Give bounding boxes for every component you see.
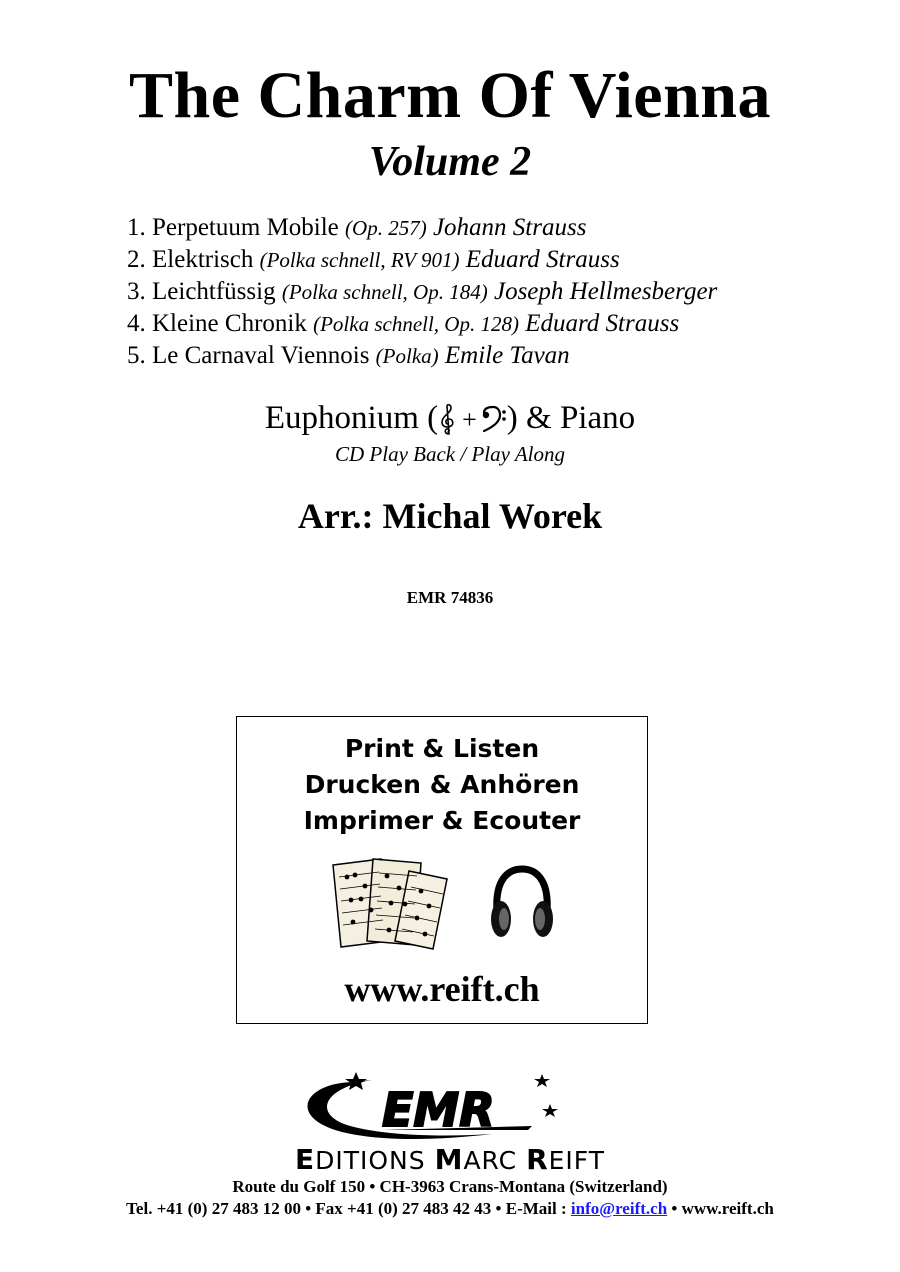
- track-item: [127, 244, 847, 276]
- bass-clef-icon: [481, 405, 507, 435]
- logo-mark: EMR: [382, 1083, 495, 1137]
- track-number: 4.: [127, 310, 146, 337]
- track-item: [127, 212, 847, 244]
- publisher-initial: E: [294, 1143, 316, 1176]
- track-info: (Polka schnell, RV 901): [259, 248, 460, 272]
- promo-lines: [237, 731, 647, 839]
- track-composer: Eduard Strauss: [465, 246, 620, 273]
- contact-prefix: Tel. +41 (0) 27 483 12 00 • Fax +41 (0) 27 483 42 43 • E-Mail :: [126, 1199, 571, 1218]
- catalog-number: EMR 74836: [406, 588, 494, 607]
- publisher-name: [0, 1144, 900, 1177]
- publisher-word: DITIONS: [315, 1146, 435, 1175]
- instrument-suffix: ) & Piano: [506, 400, 636, 436]
- promo-line: Drucken & Anhören: [304, 770, 580, 799]
- track-item: [127, 308, 847, 340]
- cover-subtitle: Volume 2: [368, 139, 532, 185]
- contact-suffix: • www.reift.ch: [667, 1199, 774, 1218]
- email-link[interactable]: info@reift.ch: [570, 1199, 668, 1218]
- treble-clef-icon: [438, 403, 458, 437]
- track-number: 3.: [127, 278, 146, 305]
- track-info: (Op. 257): [345, 216, 427, 240]
- track-composer: Emile Tavan: [444, 342, 570, 369]
- track-name: Leichtfüssig: [152, 278, 276, 305]
- publisher-word: EIFT: [548, 1146, 606, 1175]
- headphones-icon: [487, 863, 557, 943]
- arranger: Arr.: Michal Worek: [297, 496, 603, 536]
- sheet-music-icon: [329, 855, 459, 951]
- track-info: (Polka schnell, Op. 128): [313, 312, 519, 336]
- instrumentation: [0, 398, 900, 440]
- playback-note: CD Play Back / Play Along: [335, 442, 565, 466]
- promo-line: Print & Listen: [344, 734, 540, 763]
- track-composer: Joseph Hellmesberger: [493, 278, 718, 305]
- track-number: 5.: [127, 342, 146, 369]
- emr-logo: [232, 1068, 572, 1144]
- track-number: 1.: [127, 214, 146, 241]
- track-info: (Polka): [375, 344, 439, 368]
- promo-url[interactable]: www.reift.ch: [344, 969, 540, 1009]
- instrument-label: Euphonium (: [264, 400, 439, 436]
- track-name: Perpetuum Mobile: [152, 214, 339, 241]
- track-name: Le Carnaval Viennois: [152, 342, 370, 369]
- print-listen-box: [236, 716, 648, 1024]
- clef-plus: +: [462, 405, 477, 435]
- track-info: (Polka schnell, Op. 184): [281, 280, 488, 304]
- publisher-word: ARC: [463, 1146, 527, 1175]
- clefs: [438, 400, 507, 440]
- track-name: Elektrisch: [152, 246, 254, 273]
- track-item: [127, 340, 847, 372]
- track-composer: Johann Strauss: [432, 214, 587, 241]
- track-composer: Eduard Strauss: [525, 310, 680, 337]
- publisher-initial: M: [434, 1143, 464, 1176]
- cover-title: The Charm Of Vienna: [128, 59, 772, 132]
- track-list: [127, 212, 847, 372]
- publisher-initial: R: [526, 1143, 549, 1176]
- track-item: [127, 276, 847, 308]
- track-number: 2.: [127, 246, 146, 273]
- publisher-contact: [0, 1198, 900, 1220]
- promo-line: Imprimer & Ecouter: [303, 806, 581, 835]
- publisher-address: Route du Golf 150 • CH-3963 Crans-Montana (Switzerland): [232, 1177, 668, 1196]
- track-name: Kleine Chronik: [152, 310, 307, 337]
